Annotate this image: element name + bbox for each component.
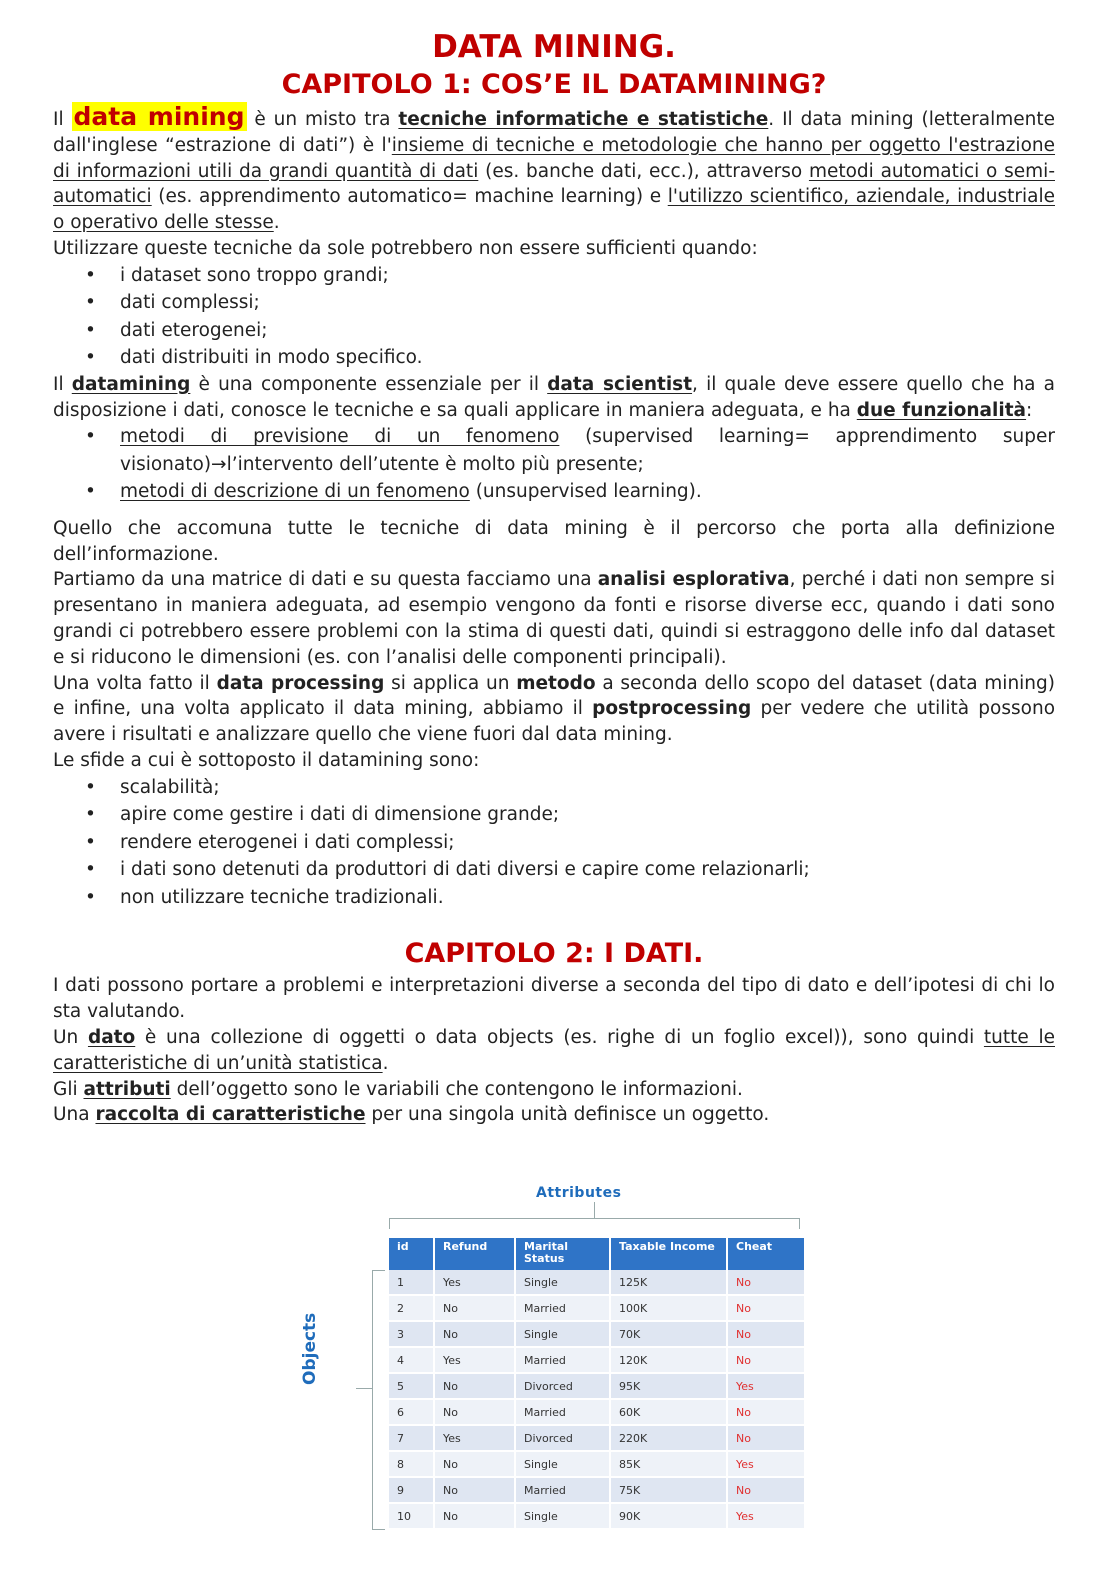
- chapter-1-heading: CAPITOLO 1: COS’E IL DATAMINING?: [281, 69, 827, 100]
- table-row: 9 No Married 75K No: [389, 1477, 805, 1503]
- column-header: Refund: [434, 1238, 515, 1270]
- table-row: 2 No Married 100K No: [389, 1295, 805, 1321]
- document-page: [53, 28, 1055, 1128]
- table-row: 4 Yes Married 120K No: [389, 1347, 805, 1373]
- highlighted-term: data mining: [73, 102, 245, 131]
- attributes-brace-tick: [594, 1202, 595, 1218]
- attributes-brace: [389, 1218, 800, 1229]
- list-item: • dati complessi;: [85, 292, 260, 314]
- table-row: 6 No Married 60K No: [389, 1399, 805, 1425]
- list-item: • i dati sono detenuti da produttori di dati diversi e capire come relazionarli;: [85, 859, 810, 881]
- list-item: • dati distribuiti in modo specifico.: [85, 347, 423, 369]
- table-row: 1 Yes Single 125K No: [389, 1270, 805, 1295]
- common-path-paragraph: Quello che accomuna tutte le tecniche di data mining è il percorso che porta alla definizione dell’informazione.: [53, 517, 1055, 565]
- list-item: • i dataset sono troppo grandi;: [85, 264, 389, 286]
- conditions-intro: Utilizzare queste tecniche da sole potrebbero non essere sufficienti quando:: [53, 237, 758, 259]
- data-table-figure: [300, 1180, 820, 1540]
- attributi-paragraph: Gli attributi dell’oggetto sono le variabili che contengono le informazioni.: [53, 1078, 743, 1100]
- list-item: • metodi di descrizione di un fenomeno (unsupervised learning).: [85, 481, 702, 503]
- conditions-list: [53, 262, 1055, 372]
- list-item: • apire come gestire i dati di dimensione grande;: [85, 804, 560, 826]
- table-row: 7 Yes Divorced 220K No: [389, 1425, 805, 1451]
- table-header-row: [389, 1238, 805, 1270]
- objects-label: Objects: [300, 1312, 320, 1385]
- functions-list: [53, 423, 1055, 506]
- list-item: • rendere eterogenei i dati complessi;: [85, 831, 455, 853]
- data-problems-paragraph: I dati possono portare a problemi e interpretazioni diverse a seconda del tipo di dato e dell’ipotesi di chi lo sta valutando.: [53, 975, 1055, 1023]
- table-row: 3 No Single 70K No: [389, 1321, 805, 1347]
- data-table: [389, 1238, 806, 1530]
- document-title: DATA MINING.: [432, 29, 676, 65]
- table-row: 10 No Single 90K Yes: [389, 1503, 805, 1529]
- objects-brace: [372, 1270, 385, 1530]
- table-row: 5 No Divorced 95K Yes: [389, 1373, 805, 1399]
- list-item: • non utilizzare tecniche tradizionali.: [85, 886, 444, 908]
- dato-paragraph: Un dato è una collezione di oggetti o data objects (es. righe di un foglio excel)), sono quindi tutte le caratteristiche di un’unità statistica.: [53, 1026, 1055, 1074]
- column-header: id: [389, 1238, 434, 1270]
- table-row: 8 No Single 85K Yes: [389, 1451, 805, 1477]
- column-header: Marital Status: [515, 1238, 610, 1270]
- chapter-2-heading: CAPITOLO 2: I DATI.: [404, 938, 704, 970]
- column-header: Cheat: [727, 1238, 805, 1270]
- datamining-paragraph: Il datamining è una componente essenziale per il data scientist, il quale deve essere quello che ha a disposizione i dati, conosce le tecniche e sa quali applicare in maniera adeguata, e ha due funzionalità:: [53, 373, 1056, 421]
- list-item: • dati eterogenei;: [85, 319, 268, 341]
- processing-paragraph: Una volta fatto il data processing si applica un metodo a seconda dello scopo del dataset (data mining) e infine, una volta applicato il data mining, abbiamo il postprocessing per vedere che utilità possono avere i risultati e analizzare quello che viene fuori dal data mining.: [53, 672, 1056, 746]
- arrow-icon: →: [211, 453, 227, 475]
- intro-paragraph: Il data mining è un misto tra tecniche informatiche e statistiche. Il data mining (letteralmente dall'inglese “estrazione di dati”) è l'insieme di tecniche e metodologie che hanno per oggetto l'estrazione di informazioni utili da grandi quantità di dati (es. banche dati, ecc.), attraverso metodi automatici o semi-automatici (es. apprendimento automatico= machine learning) e l'utilizzo scientifico, aziendale, industriale o operativo delle stesse.: [53, 102, 1056, 234]
- objects-brace-tick: [356, 1388, 372, 1389]
- list-item: • metodi di previsione di un fenomeno (supervised learning= apprendimento super visionato)→l’intervento dell’utente è molto più presente;: [85, 426, 1056, 475]
- challenges-list: [53, 774, 1055, 912]
- challenges-intro: Le sfide a cui è sottoposto il datamining sono:: [53, 750, 480, 772]
- column-header: Taxable Income: [610, 1238, 727, 1270]
- exploratory-paragraph: Partiamo da una matrice di dati e su questa facciamo una analisi esplorativa, perché i dati non sempre si presentano in maniera adeguata, ad esempio vengono da fonti e risorse diverse ecc, quando i dati sono grandi ci potrebbero essere problemi con la stima di questi dati, quindi si estraggono delle info dal dataset e si riducono le dimensioni (es. con l’analisi delle componenti principali).: [53, 569, 1056, 668]
- raccolta-paragraph: Una raccolta di caratteristiche per una singola unità definisce un oggetto.: [53, 1104, 770, 1126]
- attributes-label: Attributes: [536, 1185, 622, 1201]
- list-item: • scalabilità;: [85, 776, 220, 798]
